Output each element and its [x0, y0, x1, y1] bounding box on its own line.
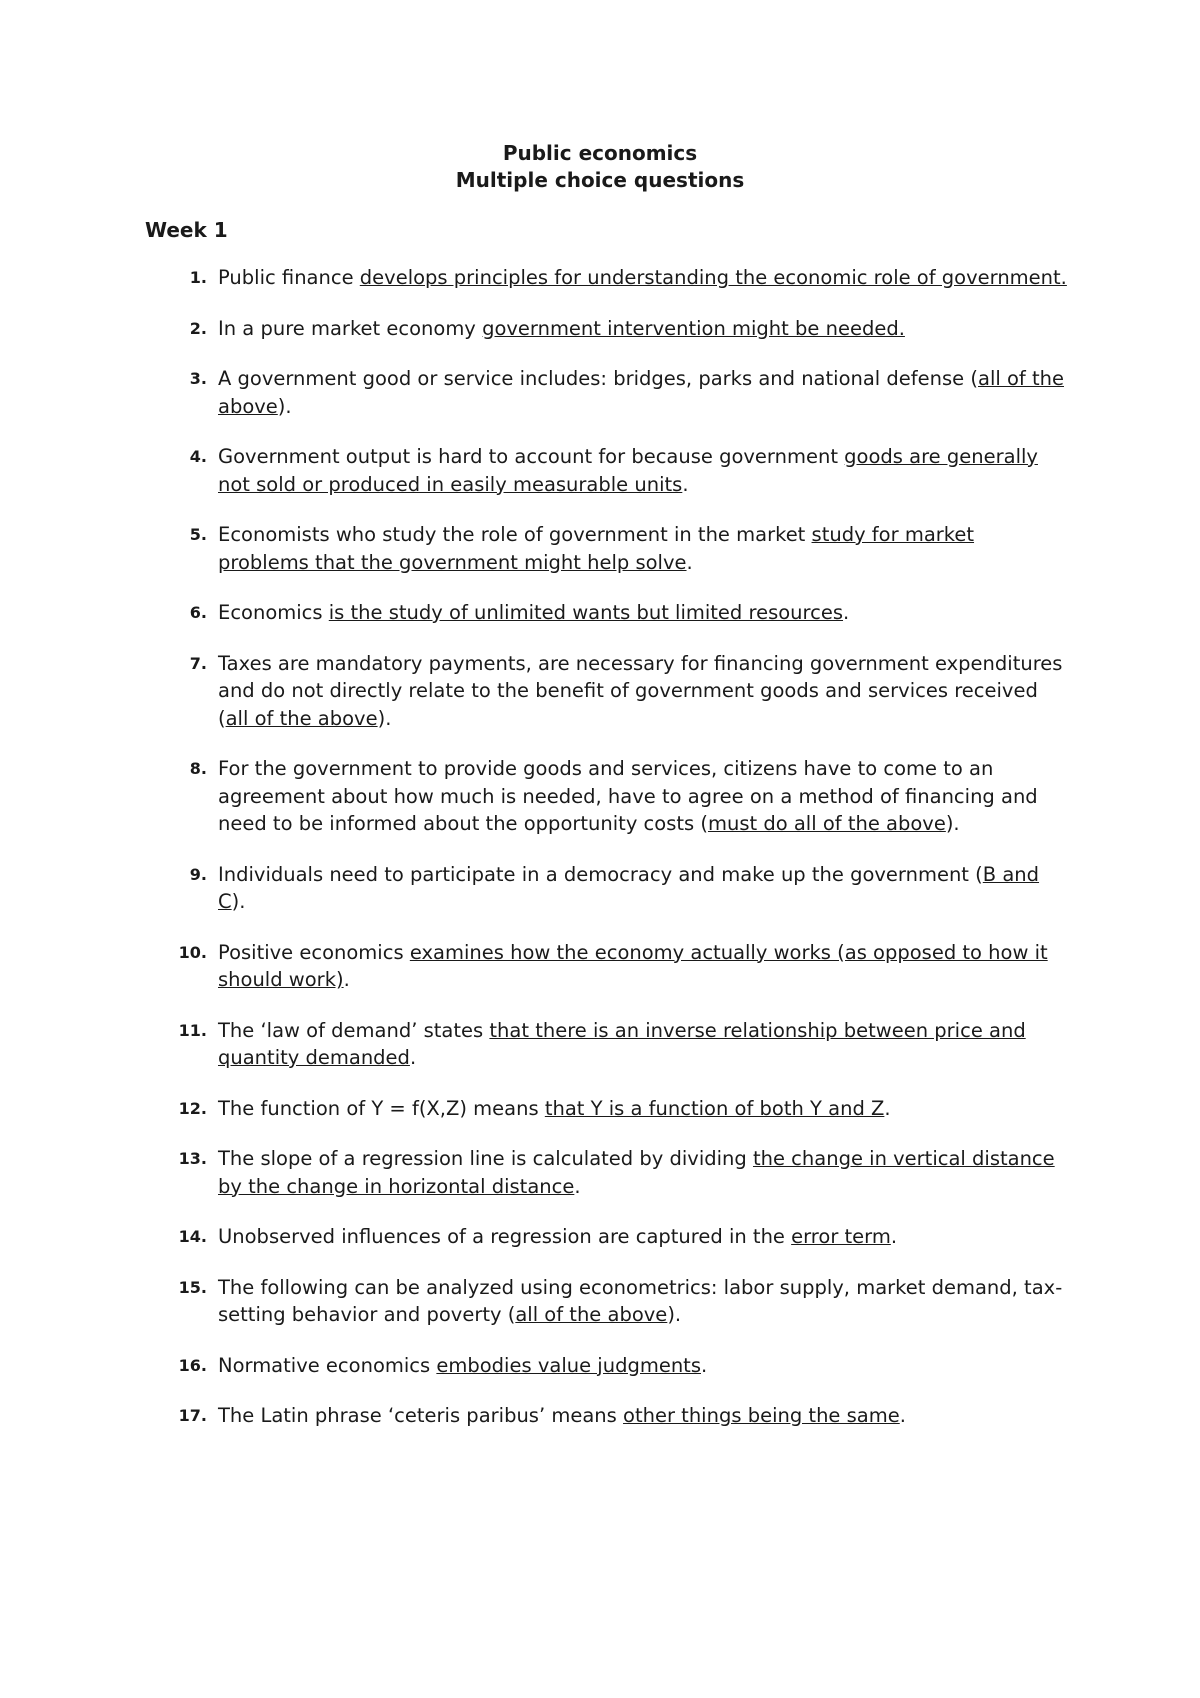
answer-text: error term [791, 1225, 891, 1248]
question-item [0, 1274, 1070, 1329]
title-block [0, 140, 1200, 194]
question-number: 1. [189, 268, 207, 287]
question-text: The function of Y = f(X,Z) means [218, 1096, 545, 1120]
answer-text: other things being the same [623, 1404, 900, 1427]
question-item [0, 521, 1070, 576]
question-text: . [682, 472, 689, 496]
answer-text: study for market problems that the government might help solve [218, 523, 975, 574]
answer-text: B and C [218, 862, 1040, 913]
question-text: Individuals need to participate in a democracy and make up the government ( [218, 862, 983, 886]
question-item [0, 264, 1070, 292]
question-text: In a pure market economy [218, 316, 483, 340]
question-text: . [686, 550, 693, 574]
question-item [0, 1017, 1070, 1072]
question-text: . [899, 1404, 906, 1427]
question-item [0, 1223, 1070, 1251]
question-number: 11. [178, 1020, 207, 1040]
question-item [0, 861, 1070, 916]
question-item [0, 365, 1070, 420]
answer-text: goods are generally not sold or produced in easily measurable units [218, 445, 1038, 496]
question-text: Government output is hard to account for because government [218, 445, 845, 468]
question-text: . [409, 1046, 417, 1069]
question-number: 10. [178, 942, 207, 962]
question-text: The ‘law of demand’ states [218, 1018, 490, 1042]
question-number: 17. [178, 1406, 207, 1425]
answer-text: all of the above [218, 367, 1064, 418]
answer-text: the change in vertical distance by the change in horizontal distance [218, 1147, 1055, 1198]
document-title: Public economics [502, 141, 698, 165]
question-text: Economics [218, 601, 329, 624]
question-item [0, 650, 1070, 733]
question-text: ). [945, 812, 960, 835]
question-text: Economists who study the role of government in the market [218, 523, 812, 546]
question-text: . [700, 1353, 708, 1377]
question-text: ). [231, 890, 246, 913]
answer-text: that Y is a function of both Y and Z [544, 1096, 885, 1120]
question-text: Positive economics [218, 940, 410, 964]
question-text: . [890, 1225, 898, 1248]
question-item [0, 599, 1070, 627]
question-number: 8. [189, 759, 207, 778]
question-number: 12. [178, 1098, 207, 1118]
question-number: 7. [189, 653, 207, 673]
answer-text: develops principles for understanding the economic role of government. [359, 266, 1067, 289]
question-text: The slope of a regression line is calculated by dividing [218, 1147, 753, 1170]
question-text: Taxes are mandatory payments, are necessary for financing government expenditures and do not directly relate to the benefit of government goods and services received ( [218, 651, 1063, 730]
question-item [0, 1095, 1070, 1123]
question-number: 13. [178, 1149, 207, 1168]
question-text: A government good or service includes: bridges, parks and national defense ( [218, 367, 978, 390]
question-item [0, 443, 1070, 498]
answer-text: embodies value judgments [436, 1353, 701, 1377]
question-item [0, 1145, 1070, 1200]
question-text: . [574, 1174, 581, 1198]
document-subtitle: Multiple choice questions [455, 168, 745, 192]
question-number: 2. [189, 318, 207, 338]
question-text: ). [277, 394, 292, 418]
question-item [0, 315, 1070, 343]
answer-text: all of the above [515, 1303, 668, 1326]
question-item [0, 755, 1070, 838]
question-text: . [884, 1096, 891, 1120]
question-text: Public finance [218, 266, 360, 289]
answer-text: must do all of the above [707, 812, 946, 835]
question-item [0, 1402, 1070, 1430]
question-text: . [343, 968, 350, 991]
question-number: 5. [189, 525, 207, 544]
question-text: For the government to provide goods and services, citizens have to come to an agreement about how much is needed, have to agree on a method of financing and need to be informed about the opportunity costs ( [218, 757, 1038, 835]
answer-text: is the study of unlimited wants but limited resources [328, 601, 844, 624]
question-text: ). [377, 706, 392, 730]
question-number: 14. [178, 1227, 207, 1246]
answer-text: all of the above [225, 706, 378, 730]
question-text: ). [667, 1303, 682, 1326]
question-number: 9. [189, 864, 207, 884]
question-number: 4. [189, 447, 207, 466]
question-text: Normative economics [218, 1353, 437, 1377]
question-item [0, 939, 1070, 994]
question-number: 6. [189, 603, 207, 622]
question-text: The Latin phrase ‘ceteris paribus’ means [218, 1404, 624, 1427]
answer-text: examines how the economy actually works (as opposed to how it should work) [218, 940, 1048, 991]
question-number: 15. [178, 1277, 207, 1297]
question-list [0, 264, 1200, 1453]
question-text: Unobserved influences of a regression are captured in the [218, 1225, 792, 1248]
answer-text: that there is an inverse relationship between price and quantity demanded [218, 1018, 1026, 1069]
question-number: 16. [178, 1355, 207, 1375]
question-item [0, 1352, 1070, 1380]
answer-text: government intervention might be needed. [482, 316, 905, 340]
question-number: 3. [189, 369, 207, 388]
question-text: The following can be analyzed using econometrics: labor supply, market demand, tax-setting behavior and poverty ( [218, 1275, 1063, 1326]
question-text: . [843, 601, 850, 624]
section-heading: Week 1 [145, 218, 228, 242]
